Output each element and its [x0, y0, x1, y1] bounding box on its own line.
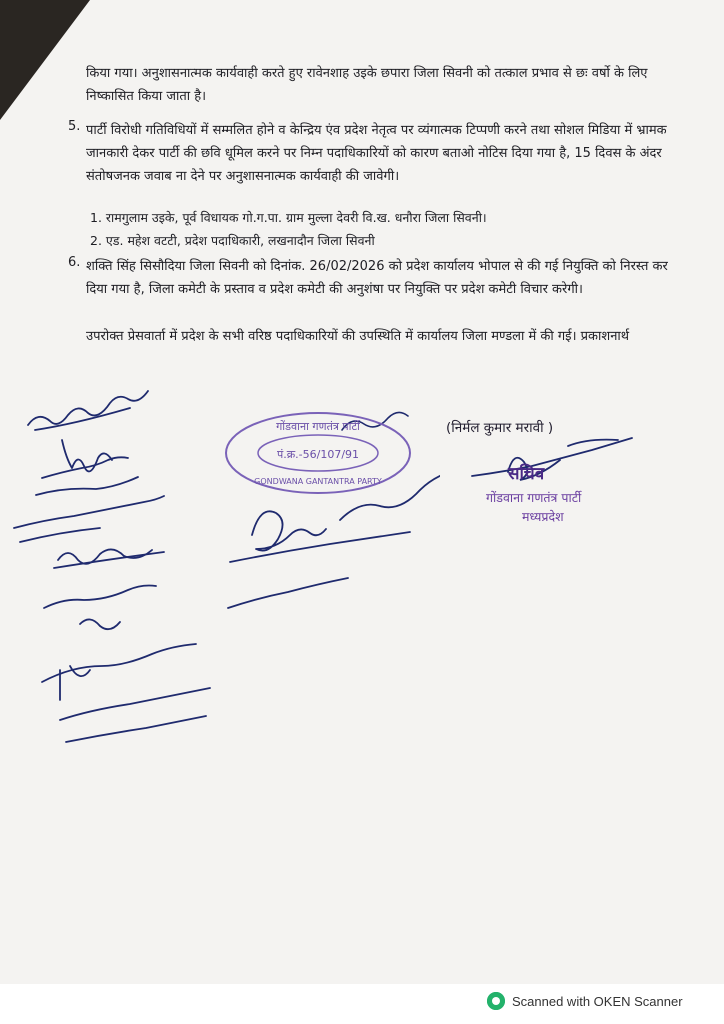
item-5-sub-1: 1. रामगुलाम उइके, पूर्व विधायक गो.ग.पा. ग्राम मुल्ला देवरी वि.ख. धनौरा जिला सिवनी।	[90, 210, 487, 225]
item-6-number: 6.	[68, 255, 81, 270]
stamp-bottom-text: GONDWANA GANTANTRA PARTY	[254, 477, 382, 486]
stamp-top-text: गोंडवाना गणतंत्र पार्टी	[276, 420, 360, 433]
party-stamp	[218, 408, 418, 498]
item-5-number: 5.	[68, 119, 81, 134]
scanner-logo-icon	[487, 992, 505, 1010]
signatory-signature	[468, 432, 638, 492]
item-5-text: पार्टी विरोधी गतिविधियों में सम्मलित होने व केन्द्रिय एंव प्रदेश नेतृत्व पर व्यंगात्मक टिप्पणी करने तथा सोशल मिडिया में भ्रामक जानकारी देकर पार्टी की छवि धूमिल करने पर निम्न पदाधिकारियों को कारण बताओ नोटिस दिया गया है, 15 दिवस के अंदर संतोषजनक जवाब ना देने पर अनुशासनात्मक कार्यवाही की जावेगी।	[86, 123, 667, 184]
scanner-footer-text: Scanned with OKEN Scanner	[512, 994, 683, 1009]
signatory-title: सचिव	[508, 464, 545, 484]
intro-paragraph: किया गया। अनुशासनात्मक कार्यवाही करते हुए रावेनशाह उइके छपारा जिला सिवनी को तत्काल प्रभाव से छः वर्षो के लिए निष्कासित किया जाता है।	[86, 66, 648, 104]
stamp-reg-no: पं.क्र.-56/107/91	[276, 448, 360, 461]
item-5-sub-2: 2. एड. महेश वटटी, प्रदेश पदाधिकारी, लखनादौन जिला सिवनी	[90, 233, 375, 248]
item-6-text: शक्ति सिंह सिसौदिया जिला सिवनी को दिनांक. 26/02/2026 को प्रदेश कार्यालय भोपाल से की गई नियुक्ति को निरस्त कर दिया गया है, जिला कमेटी के प्रस्ताव व प्रदेश कमेटी की अनुशंषा पर नियुक्ति पर प्रदेश कमेटी विचार करेगी।	[86, 259, 668, 297]
scanner-footer	[0, 984, 724, 1024]
signatory-state: मध्यप्रदेश	[522, 509, 564, 524]
signatory-party: गोंडवाना गणतंत्र पार्टी	[486, 490, 582, 505]
signatory-name: (निर्मल कुमार मरावी )	[446, 420, 554, 436]
closing-paragraph: उपरोक्त प्रेसवार्ता में प्रदेश के सभी वरिष्ठ पदाधिकारियों की उपस्थिति में कार्यालय जिला मण्डला में की गई। प्रकाशनार्थ	[86, 329, 630, 344]
